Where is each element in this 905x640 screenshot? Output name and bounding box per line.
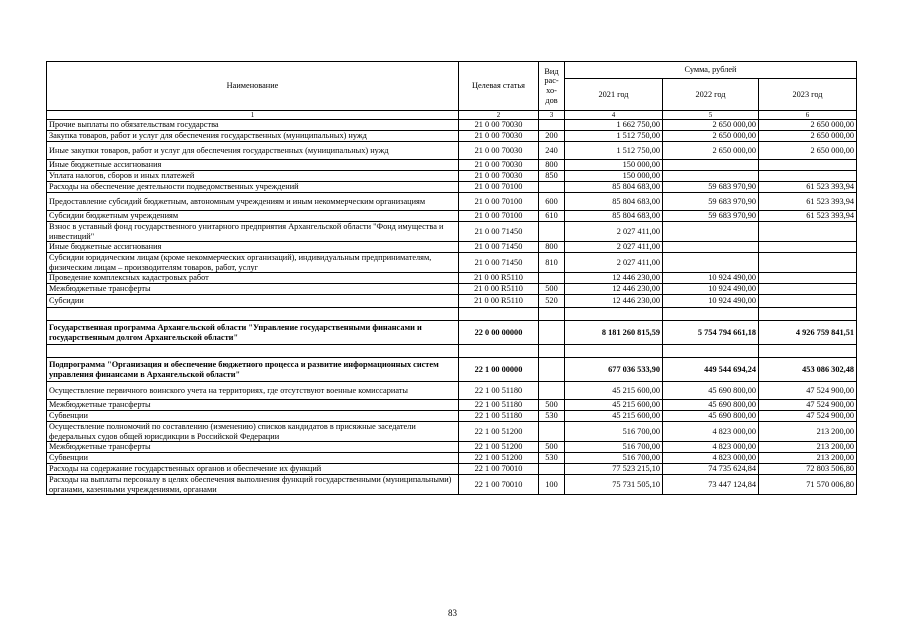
row-sum-2021: 516 700,00 [565,442,663,453]
row-expense-type: 200 [539,131,565,142]
row-sum-2021: 1 512 750,00 [565,142,663,160]
row-target-code: 21 0 00 70030 [459,131,539,142]
header-name: Наименование [47,62,459,111]
row-target-code: 21 0 00 R5110 [459,284,539,295]
table-row [47,284,857,295]
row-sum-2022 [663,345,759,358]
row-sum-2023: 71 570 006,80 [759,475,857,495]
table-row [47,382,857,400]
col-number: 6 [759,111,857,120]
row-name: Взнос в уставный фонд государственного унитарного предприятия Архангельской области "Фонд имущества и инвестиций" [47,222,459,242]
row-sum-2021: 150 000,00 [565,171,663,182]
table-row [47,142,857,160]
table-row [47,253,857,273]
row-name: Иные бюджетные ассигнования [47,160,459,171]
row-expense-type: 520 [539,295,565,308]
table-row [47,475,857,495]
row-target-code: 21 0 00 70100 [459,211,539,222]
row-name: Расходы на выплаты персоналу в целях обеспечения выполнения функций государственными (муниципальными) органами, казенными учреждениями, органами [47,475,459,495]
column-numbers-row [47,111,857,120]
row-sum-2021: 677 036 533,90 [565,358,663,382]
row-name: Осуществление первичного воинского учета на территориях, где отсутствуют военные комиссариаты [47,382,459,400]
row-sum-2021: 85 804 683,00 [565,211,663,222]
table-row [47,120,857,131]
row-sum-2021: 77 523 215,10 [565,464,663,475]
row-sum-2022: 2 650 000,00 [663,120,759,131]
row-expense-type [539,321,565,345]
col-number: 1 [47,111,459,120]
table-row [47,171,857,182]
row-sum-2021: 12 446 230,00 [565,284,663,295]
row-name: Проведение комплексных кадастровых работ [47,273,459,284]
row-sum-2023 [759,171,857,182]
row-sum-2023: 453 086 302,48 [759,358,857,382]
row-sum-2023 [759,273,857,284]
row-sum-2022: 2 650 000,00 [663,142,759,160]
table-row [47,182,857,193]
row-sum-2023: 2 650 000,00 [759,131,857,142]
row-sum-2021: 45 215 600,00 [565,382,663,400]
table-row [47,358,857,382]
table-row [47,273,857,284]
table-row [47,411,857,422]
row-name: Иные закупки товаров, работ и услуг для обеспечения государственных (муниципальных) нужд [47,142,459,160]
table-row [47,422,857,442]
row-sum-2023: 213 200,00 [759,453,857,464]
header-code: Целевая статья [459,62,539,111]
table-row [47,211,857,222]
row-sum-2022: 74 735 624,84 [663,464,759,475]
row-sum-2022: 59 683 970,90 [663,193,759,211]
row-name: Подпрограмма "Организация и обеспечение бюджетного процесса и развитие информационных систем управления финансами в Архангельской области" [47,358,459,382]
row-expense-type [539,358,565,382]
table-row [47,345,857,358]
row-name: Предоставление субсидий бюджетным, автономным учреждениям и иным некоммерческим организациям [47,193,459,211]
row-expense-type: 530 [539,411,565,422]
row-target-code: 21 0 00 71450 [459,242,539,253]
row-target-code: 21 0 00 70030 [459,142,539,160]
row-sum-2022 [663,253,759,273]
row-expense-type: 500 [539,442,565,453]
row-name: Субсидии [47,295,459,308]
row-name: Субвенции [47,453,459,464]
row-expense-type: 530 [539,453,565,464]
row-sum-2021: 2 027 411,00 [565,222,663,242]
row-sum-2022: 5 754 794 661,18 [663,321,759,345]
row-sum-2021: 516 700,00 [565,453,663,464]
row-expense-type: 800 [539,242,565,253]
header-sum: Сумма, рублей [565,62,857,79]
row-sum-2021: 12 446 230,00 [565,273,663,284]
row-sum-2021: 45 215 600,00 [565,400,663,411]
row-sum-2022: 10 924 490,00 [663,284,759,295]
row-sum-2023 [759,345,857,358]
row-target-code: 22 1 00 51200 [459,422,539,442]
row-name: Государственная программа Архангельской области "Управление государственными финансами и государственным долгом Архангельской области" [47,321,459,345]
row-sum-2023: 61 523 393,94 [759,182,857,193]
row-expense-type [539,382,565,400]
row-sum-2023: 2 650 000,00 [759,142,857,160]
row-sum-2022: 59 683 970,90 [663,182,759,193]
row-sum-2023: 61 523 393,94 [759,211,857,222]
row-name: Межбюджетные трансферты [47,400,459,411]
row-expense-type [539,120,565,131]
table-row [47,464,857,475]
row-target-code: 21 0 00 70030 [459,160,539,171]
header-kind: Вид рас- хо- дов [539,62,565,111]
row-expense-type [539,182,565,193]
row-sum-2022: 45 690 800,00 [663,411,759,422]
table-row [47,193,857,211]
table-row [47,400,857,411]
row-name: Расходы на обеспечение деятельности подведомственных учреждений [47,182,459,193]
budget-table [46,61,857,495]
row-target-code [459,345,539,358]
col-number: 4 [565,111,663,120]
table-row [47,160,857,171]
row-expense-type: 100 [539,475,565,495]
row-sum-2021: 1 512 750,00 [565,131,663,142]
row-sum-2023: 47 524 900,00 [759,382,857,400]
row-sum-2022 [663,160,759,171]
row-target-code [459,308,539,321]
row-expense-type [539,273,565,284]
row-name: Субвенции [47,411,459,422]
table-row [47,242,857,253]
row-sum-2021: 85 804 683,00 [565,193,663,211]
row-target-code: 22 1 00 00000 [459,358,539,382]
row-expense-type [539,345,565,358]
row-sum-2021: 85 804 683,00 [565,182,663,193]
row-target-code: 22 1 00 70010 [459,464,539,475]
table-row [47,222,857,242]
row-sum-2021 [565,345,663,358]
row-target-code: 22 1 00 51180 [459,411,539,422]
header-year-2021: 2021 год [565,79,663,111]
table-row [47,453,857,464]
row-sum-2023 [759,295,857,308]
col-number: 2 [459,111,539,120]
row-sum-2023 [759,284,857,295]
row-sum-2021: 8 181 260 815,59 [565,321,663,345]
header-row [47,62,857,79]
row-sum-2022: 45 690 800,00 [663,382,759,400]
row-target-code: 22 0 00 00000 [459,321,539,345]
table-row [47,321,857,345]
row-target-code: 21 0 00 71450 [459,222,539,242]
row-target-code: 22 1 00 51180 [459,382,539,400]
row-expense-type: 240 [539,142,565,160]
row-target-code: 21 0 00 71450 [459,253,539,273]
row-sum-2022: 45 690 800,00 [663,400,759,411]
table-row [47,442,857,453]
table-row [47,308,857,321]
header-year-2022: 2022 год [663,79,759,111]
row-target-code: 22 1 00 51200 [459,453,539,464]
row-sum-2023 [759,308,857,321]
col-number: 5 [663,111,759,120]
row-sum-2022: 4 823 000,00 [663,422,759,442]
row-sum-2022: 73 447 124,84 [663,475,759,495]
row-name: Субсидии бюджетным учреждениям [47,211,459,222]
row-sum-2023: 213 200,00 [759,422,857,442]
row-expense-type [539,422,565,442]
row-sum-2022: 4 823 000,00 [663,453,759,464]
row-name: Межбюджетные трансферты [47,442,459,453]
row-expense-type: 500 [539,284,565,295]
row-sum-2023 [759,253,857,273]
row-sum-2023: 2 650 000,00 [759,120,857,131]
row-name: Закупка товаров, работ и услуг для обеспечения государственных (муниципальных) нужд [47,131,459,142]
row-name [47,308,459,321]
row-sum-2021 [565,308,663,321]
row-target-code: 21 0 00 70100 [459,182,539,193]
row-sum-2023 [759,160,857,171]
header-year-2023: 2023 год [759,79,857,111]
row-sum-2021: 1 662 750,00 [565,120,663,131]
row-sum-2023 [759,242,857,253]
row-sum-2023 [759,222,857,242]
row-target-code: 21 0 00 70030 [459,120,539,131]
row-sum-2023: 4 926 759 841,51 [759,321,857,345]
row-sum-2021: 2 027 411,00 [565,253,663,273]
row-sum-2022 [663,242,759,253]
row-sum-2023: 72 803 506,80 [759,464,857,475]
row-sum-2022: 2 650 000,00 [663,131,759,142]
row-expense-type: 850 [539,171,565,182]
row-target-code: 21 0 00 R5110 [459,295,539,308]
row-sum-2022 [663,222,759,242]
row-target-code: 22 1 00 51180 [459,400,539,411]
row-name: Уплата налогов, сборов и иных платежей [47,171,459,182]
table-row [47,295,857,308]
row-name [47,345,459,358]
page-number: 83 [448,608,457,618]
row-sum-2021: 75 731 505,10 [565,475,663,495]
table-row [47,131,857,142]
row-expense-type: 500 [539,400,565,411]
row-sum-2022: 10 924 490,00 [663,295,759,308]
row-target-code: 21 0 00 70100 [459,193,539,211]
row-sum-2022: 449 544 694,24 [663,358,759,382]
row-sum-2022: 4 823 000,00 [663,442,759,453]
row-name: Межбюджетные трансферты [47,284,459,295]
row-sum-2022 [663,171,759,182]
row-sum-2021: 2 027 411,00 [565,242,663,253]
row-expense-type: 810 [539,253,565,273]
row-sum-2023: 213 200,00 [759,442,857,453]
row-name: Иные бюджетные ассигнования [47,242,459,253]
row-name: Прочие выплаты по обязательствам государства [47,120,459,131]
row-name: Субсидии юридическим лицам (кроме некоммерческих организаций), индивидуальным предпринимателям, физическим лицам – производителям товаров, работ, услуг [47,253,459,273]
row-expense-type: 610 [539,211,565,222]
row-expense-type: 600 [539,193,565,211]
row-sum-2023: 61 523 393,94 [759,193,857,211]
row-name: Расходы на содержание государственных органов и обеспечение их функций [47,464,459,475]
row-sum-2021: 12 446 230,00 [565,295,663,308]
row-expense-type: 800 [539,160,565,171]
row-sum-2021: 45 215 600,00 [565,411,663,422]
row-sum-2022: 59 683 970,90 [663,211,759,222]
row-sum-2021: 150 000,00 [565,160,663,171]
col-number: 3 [539,111,565,120]
row-sum-2023: 47 524 900,00 [759,411,857,422]
row-sum-2022: 10 924 490,00 [663,273,759,284]
row-target-code: 21 0 00 70030 [459,171,539,182]
row-expense-type [539,464,565,475]
row-target-code: 22 1 00 51200 [459,442,539,453]
row-expense-type [539,308,565,321]
row-sum-2021: 516 700,00 [565,422,663,442]
row-target-code: 22 1 00 70010 [459,475,539,495]
row-sum-2022 [663,308,759,321]
row-name: Осуществление полномочий по составлению (изменению) списков кандидатов в присяжные заседатели федеральных судов общей юрисдикции в Российской Федерации [47,422,459,442]
row-sum-2023: 47 524 900,00 [759,400,857,411]
row-expense-type [539,222,565,242]
table-body [47,62,857,495]
row-target-code: 21 0 00 R5110 [459,273,539,284]
